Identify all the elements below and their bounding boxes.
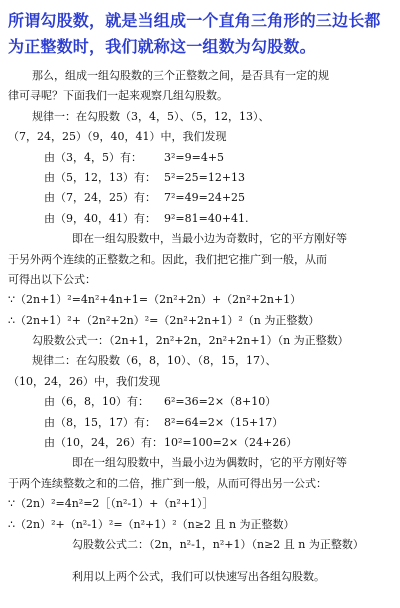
rule-one-row	[8, 188, 394, 208]
rule-two-rhs: 10²=100=2×（24+26）	[164, 436, 298, 450]
rule-two-heading-cont: （10，24，26）中，我们发现	[8, 374, 160, 388]
paragraph-line: 于另外两个连续的正整数之和。因此，我们把它推广到一般，从而	[8, 252, 327, 266]
intro-line: 那么，组成一组勾股数的三个正整数之间，是否具有一定的规	[32, 69, 329, 82]
rule-one-lhs: 由（9，40，41）有：	[44, 211, 156, 225]
rule-one-rhs: 3²=9=4+5	[164, 150, 225, 164]
spacer	[8, 555, 394, 567]
formula-line: ∴（2n+1）²+（2n²+2n）²=（2n²+2n+1）²（n 为正整数）	[8, 313, 320, 327]
document-body	[8, 66, 394, 588]
rule-one-row	[8, 209, 394, 229]
paragraph-line: 可得出以下公式：	[8, 272, 96, 286]
rule-two-rhs: 8²=64=2×（15+17）	[164, 415, 284, 429]
rule-one-heading: 规律一：在勾股数（3，4，5）、（5，12，13）、	[32, 109, 270, 123]
paragraph-line: 于两个连续整数之和的二倍，推广到一般，从而可得出另一公式：	[8, 476, 327, 490]
rule-two-rhs: 6²=36=2×（8+10）	[164, 395, 277, 409]
rule-one-rhs: 7²=49=24+25	[164, 191, 246, 205]
rule-one-rhs: 5²=25=12+13	[164, 170, 246, 184]
rule-two-lhs: 由（6，8，10）有：	[44, 395, 149, 409]
rule-two-row	[8, 392, 394, 412]
formula-one-statement: 勾股数公式一：（2n+1，2n²+2n，2n²+2n+1）（n 为正整数）	[32, 334, 349, 348]
formula-line: ∵（2n）²=4n²=2［（n²-1）+（n²+1）］	[8, 497, 214, 511]
rule-two-row	[8, 433, 394, 453]
rule-one-row	[8, 148, 394, 168]
rule-two-row	[8, 413, 394, 433]
rule-one-lhs: 由（5，12，13）有：	[44, 170, 156, 184]
formula-line: ∴（2n）²+（n²-1）²=（n²+1）²（n≥2 且 n 为正整数）	[8, 517, 295, 531]
rule-one-heading-cont: （7，24，25）（9，40，41）中，我们发现	[8, 130, 227, 144]
document-title: 所谓勾股数，就是当组成一个直角三角形的三边长都为正整数时，我们就称这一组数为勾股数。	[8, 11, 381, 56]
rule-one-rhs: 9²=81=40+41.	[164, 211, 249, 225]
rule-one-lhs: 由（7，24，25）有：	[44, 191, 156, 205]
rule-two-lhs: 由（8，15，17）有：	[44, 415, 156, 429]
rule-one-lhs: 由（3，4，5）有：	[44, 150, 142, 164]
conclusion-line: 利用以上两个公式，我们可以快速写出各组勾股数。	[72, 570, 325, 584]
paragraph-line: 即在一组勾股数中，当最小边为偶数时，它的平方刚好等	[72, 456, 347, 470]
intro-line: 律可寻呢？下面我们一起来观察几组勾股数。	[8, 89, 228, 103]
rule-one-row	[8, 168, 394, 188]
rule-two-heading: 规律二：在勾股数（6，8，10）、（8，15，17）、	[32, 354, 277, 368]
formula-line: ∵（2n+1）²=4n²+4n+1=（2n²+2n）+（2n²+2n+1）	[8, 293, 302, 307]
formula-two-statement: 勾股数公式二：（2n，n²-1，n²+1）（n≥2 且 n 为正整数）	[72, 537, 364, 551]
rule-two-lhs: 由（10，24，26）有：	[44, 436, 163, 450]
paragraph-line: 即在一组勾股数中，当最小边为奇数时，它的平方刚好等	[72, 232, 347, 246]
